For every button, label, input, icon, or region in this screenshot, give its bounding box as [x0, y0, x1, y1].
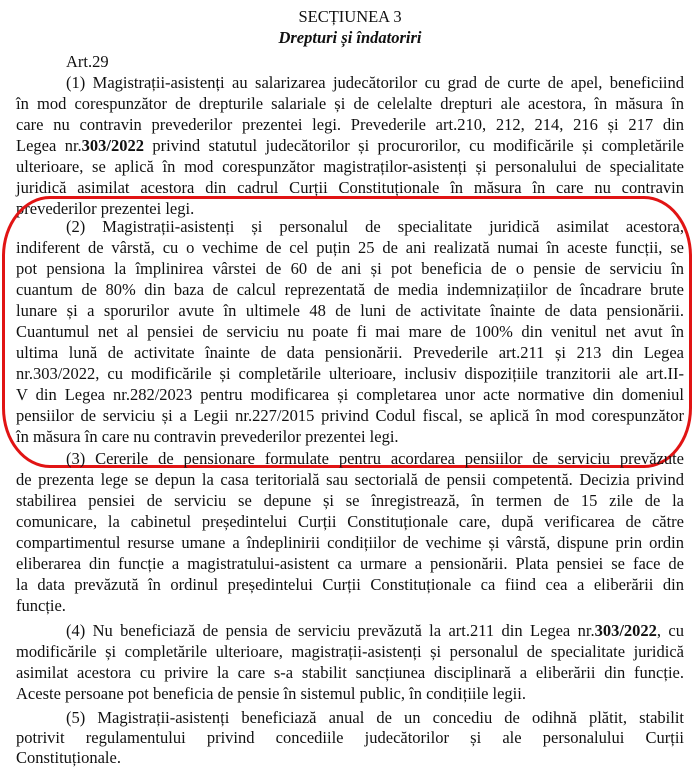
paragraph-3-line: compartimentul resurse umane a îndeplinirii condițiilor de vechime și vârstă, dispune prin ordin: [16, 533, 684, 552]
paragraph-5-line: (5) Magistrații-asistenți beneficiază anual de un concediu de odihnă plătit, stabilit: [66, 708, 684, 727]
paragraph-2-line: în măsura în care nu contravin prevederilor prezentei legi.: [16, 427, 399, 446]
paragraph-2-line: pensiilor de serviciu și a Legii nr.227/2015 privind Codul fiscal, se aplică în mod corespunzător: [16, 406, 684, 425]
paragraph-4-line: Aceste persoane pot beneficia de pensie în sistemul public, în condițiile legii.: [16, 684, 526, 703]
paragraph-3-line: stabilirea pensiei de serviciu se depune și se înregistrează, în termen de 15 zile de la: [16, 491, 684, 510]
paragraph-1-line: (1) Magistrații-asistenți au salarizarea judecătorilor cu grad de curte de apel, beneficiind: [66, 73, 684, 92]
paragraph-1-line: [16, 135, 684, 156]
paragraph-3-line: eliberarea din funcție a magistratului-asistent ca urmare a pensionării. Plata pensiei se face de: [16, 554, 684, 573]
text-segment: privind statutul judecătorilor și procurorilor, cu modificările și completările: [144, 136, 685, 155]
paragraph-3-line: la data prevăzută în ordinul președintelui Curții Constituționale ca fiind cea a eliberării din: [16, 575, 684, 594]
law-reference: 303/2022: [81, 136, 145, 155]
paragraph-3-line: de prezenta lege se depun la casa teritorială sau sectorială de pensii competentă. Decizia privind: [16, 470, 684, 489]
section-title: SECȚIUNEA 3: [298, 7, 402, 26]
text-segment: (4) Nu beneficiază de pensia de serviciu prevăzută la art.211 din Legea nr.: [66, 621, 595, 640]
paragraph-2-line: nr.303/2022, cu modificările și completările ulterioare, inclusiv dispozițiile tranzitorii ale art.II-: [16, 364, 684, 383]
paragraph-5-line: Constituționale.: [16, 748, 121, 767]
paragraph-3-line: (3) Cererile de pensionare formulate pentru acordarea pensiilor de serviciu prevăzute: [66, 449, 684, 468]
paragraph-4-line: modificările și completările ulterioare, magistrații-asistenți și personalul de specialitate juridică: [16, 642, 684, 661]
paragraph-3-line: comunicare, la cabinetul președintelui Curții Constituționale care, după verificarea de către: [16, 512, 684, 531]
law-reference: 303/2022: [594, 621, 657, 640]
paragraph-3-line: funcție.: [16, 596, 66, 615]
paragraph-1-line: în mod corespunzător de drepturile salariale și de celelalte drepturi ale acestora, în măsura în: [16, 94, 684, 113]
paragraph-2-line: V din Legea nr.282/2023 pentru modificarea și completarea unor acte normative din domeniul: [16, 385, 684, 404]
paragraph-2-line: indiferent de vârstă, cu o vechime de cel puțin 25 de ani realizată numai în aceste funcții, se: [16, 238, 684, 257]
paragraph-2-line: ultima lună de activitate înainte de data pensionării. Prevederile art.211 și 213 din Legea: [16, 343, 684, 362]
paragraph-5-line: potrivit regulamentului privind concediile judecătorilor și ale personalului Curții: [16, 728, 684, 747]
paragraph-4-line: [66, 620, 684, 641]
paragraph-2-line: pot pensiona la împlinirea vârstei de 60 de ani și pot beneficia de o pensie de serviciu în: [16, 259, 684, 278]
section-subtitle: Drepturi și îndatoriri: [278, 28, 422, 47]
paragraph-2-line: lunare și a sporurilor avute în ultimele 48 de luni de activitate înainte de data pensionării.: [16, 301, 684, 320]
paragraph-2-line: Cuantumul net al pensiei de serviciu nu poate fi mai mare de 100% din venitul net avut în: [16, 322, 684, 341]
paragraph-1-line: ulterioare, se aplică în mod corespunzător magistraților-asistenți și personalului de specialitate: [16, 157, 684, 176]
text-segment: Legea nr.: [16, 136, 82, 155]
article-label: Art.29: [66, 52, 109, 71]
paragraph-1-line: prevederilor prezentei legi.: [16, 199, 195, 218]
paragraph-2-line: cuantum de 80% din baza de calcul reprezentată de media indemnizațiilor de încadrare brute: [16, 280, 684, 299]
paragraph-1-line: care nu contravin prevederilor prezentei legi. Prevederile art.210, 212, 214, 216 și 217 din: [16, 115, 684, 134]
paragraph-1-line: juridică asimilat acestora din cadrul Curții Constituționale în măsura în care nu contravin: [16, 178, 684, 197]
text-segment: , cu: [656, 621, 684, 640]
paragraph-2-line: (2) Magistrații-asistenți și personalul de specialitate juridică asimilat acestora,: [66, 217, 684, 236]
paragraph-4-line: asimilat acestora cu privire la care s-a stabilit sancțiunea disciplinară a eliberării din funcție.: [16, 663, 684, 682]
